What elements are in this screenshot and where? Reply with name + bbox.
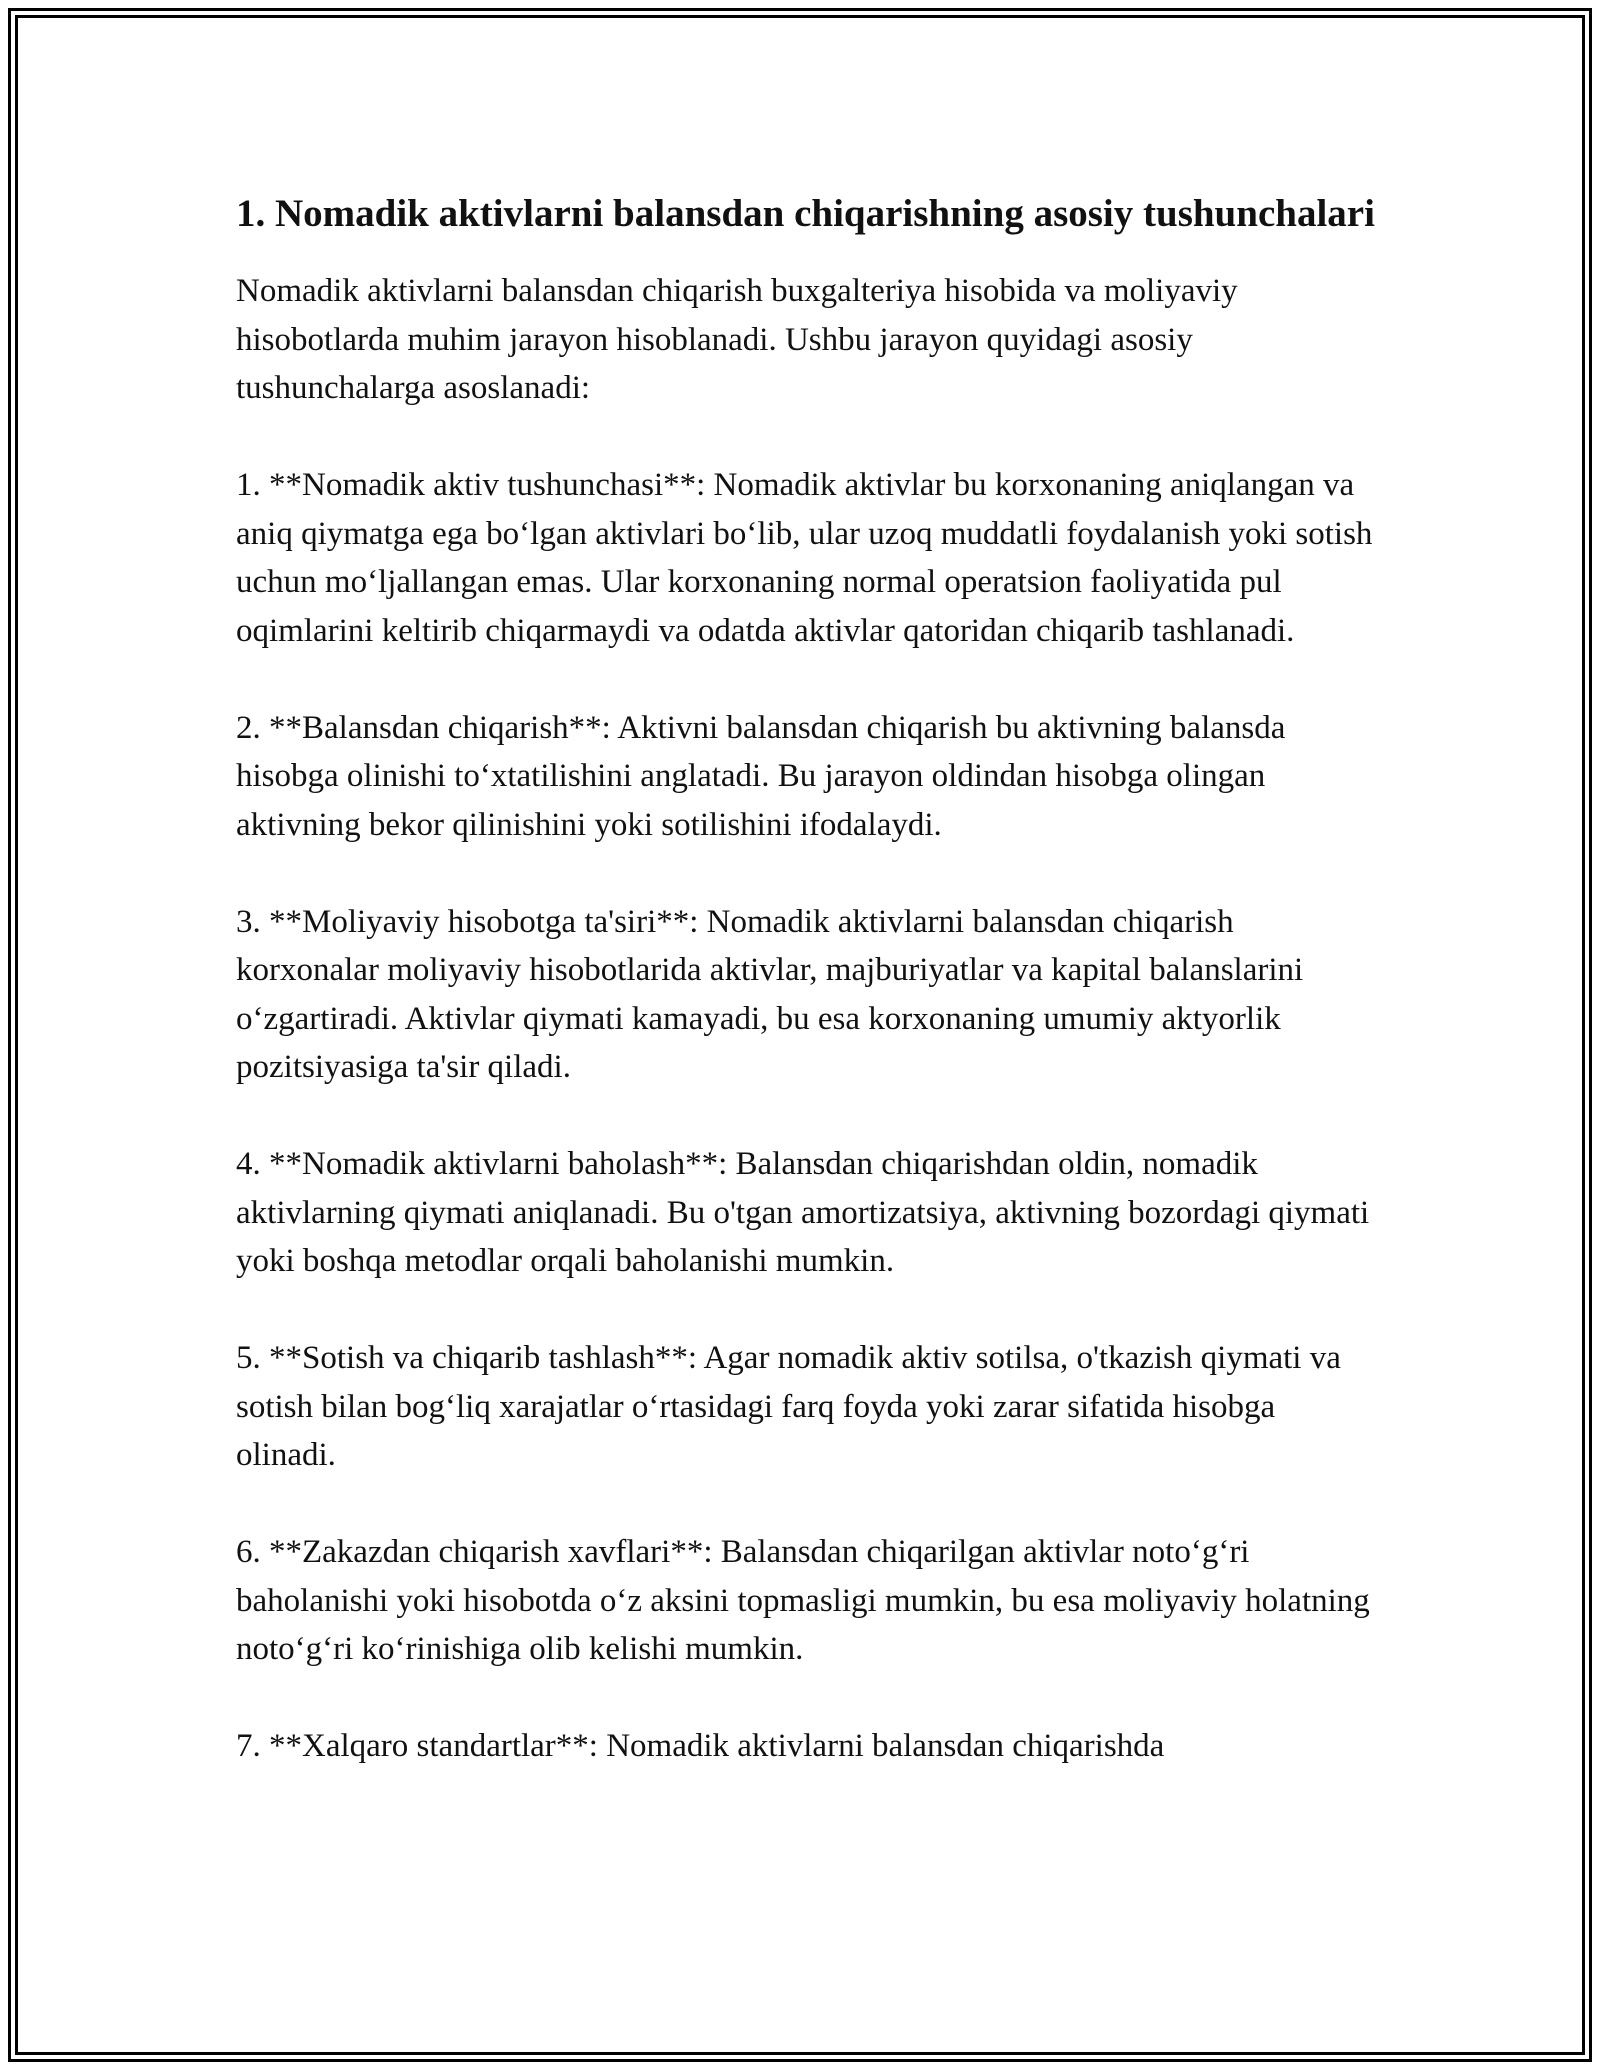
- list-item: 3. **Moliyaviy hisobotga ta'siri**: Nomadik aktivlarni balansdan chiqarish korxonalar moliyaviy hisobotlarida aktivlar, majburiyatlar va kapital balanslarini o‘zgartiradi. Aktivlar qiymati kamayadi, bu esa korxonaning umumiy aktyorlik pozitsiyasiga ta'sir qiladi.: [236, 903, 1304, 1085]
- list-item: 7. **Xalqaro standartlar**: Nomadik aktivlarni balansdan chiqarishda: [236, 1728, 1165, 1764]
- document-body: [236, 186, 1376, 1771]
- intro-paragraph: Nomadik aktivlarni balansdan chiqarish buxgalteriya hisobida va moliyaviy hisobotlarda muhim jarayon hisoblanadi. Ushbu jarayon quyidagi asosiy tushunchalarga asoslanadi:: [236, 273, 1238, 406]
- list-item: 1. **Nomadik aktiv tushunchasi**: Nomadik aktivlar bu korxonaning aniqlangan va aniq qiymatga ega bo‘lgan aktivlari bo‘lib, ular uzoq muddatli foydalanish yoki sotish uchun mo‘ljallangan emas. Ular korxonaning normal operatsion faoliyatida pul oqimlarini keltirib chiqarmaydi va odatda aktivlar qatoridan chiqarib tashlanadi.: [236, 467, 1373, 649]
- list-item: 4. **Nomadik aktivlarni baholash**: Balansdan chiqarishdan oldin, nomadik aktivlarning qiymati aniqlanadi. Bu o'tgan amortizatsiya, aktivning bozordagi qiymati yoki boshqa metodlar orqali baholanishi mumkin.: [236, 1146, 1370, 1279]
- section-heading: 1. Nomadik aktivlarni balansdan chiqarishning asosiy tushunchalari: [236, 192, 1375, 235]
- list-item: 5. **Sotish va chiqarib tashlash**: Agar nomadik aktiv sotilsa, o'tkazish qiymati va sotish bilan bog‘liq xarajatlar o‘rtasidagi farq foyda yoki zarar sifatida hisobga olinadi.: [236, 1340, 1341, 1473]
- list-item: 6. **Zakazdan chiqarish xavflari**: Balansdan chiqarilgan aktivlar noto‘g‘ri baholanishi yoki hisobotda o‘z aksini topmasligi mumkin, bu esa moliyaviy holatning noto‘g‘ri ko‘rinishiga olib kelishi mumkin.: [236, 1534, 1370, 1667]
- list-item: 2. **Balansdan chiqarish**: Aktivni balansdan chiqarish bu aktivning balansda hisobga olinishi to‘xtatilishini anglatadi. Bu jarayon oldindan hisobga olingan aktivning bekor qilinishini yoki sotilishini ifodalaydi.: [236, 709, 1286, 843]
